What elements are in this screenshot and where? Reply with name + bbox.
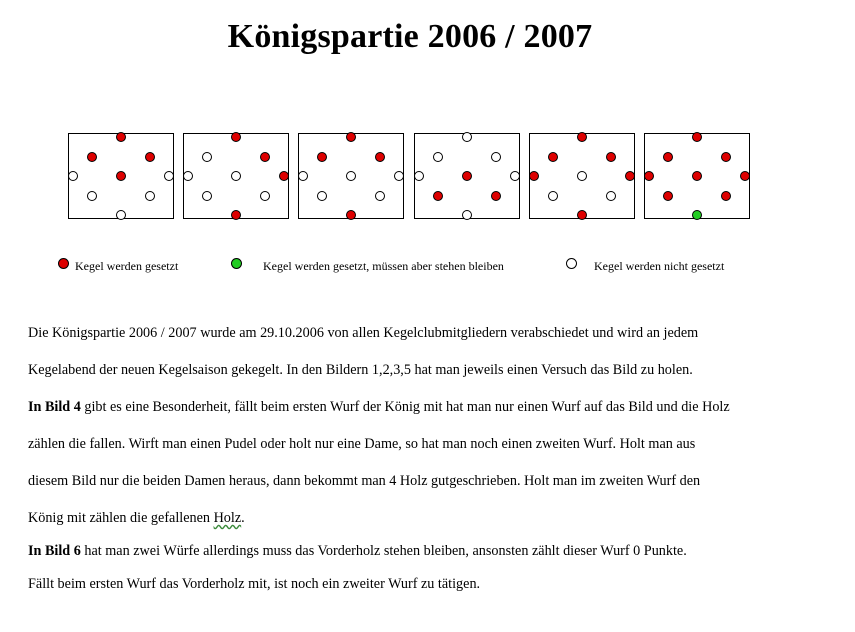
pin-center-icon: [346, 171, 356, 181]
pin-dame-left-icon: [433, 152, 443, 162]
pin-vorderholz-icon: [346, 210, 356, 220]
pin-koenig-top-icon: [346, 132, 356, 142]
pin-bauer-right-icon: [375, 191, 385, 201]
pin-holz-left-icon: [298, 171, 308, 181]
pin-dame-left-icon: [202, 152, 212, 162]
text-line: diesem Bild nur die beiden Damen heraus, dann bekommt man 4 Holz gutgeschrieben. Holt man im zweiten Wurf den: [28, 473, 701, 489]
pin-holz-left-icon: [414, 171, 424, 181]
pin-dame-left-icon: [548, 152, 558, 162]
pin-center-icon: [231, 171, 241, 181]
spellcheck-word: Holz: [213, 510, 242, 526]
text-segment: hat man zwei Würfe allerdings muss das Vorderholz stehen bleiben, ansonsten zählt dieser Wurf 0 Punkte.: [80, 543, 687, 559]
pin-dame-right-icon: [260, 152, 270, 162]
pin-koenig-top-icon: [231, 132, 241, 142]
pin-holz-right-icon: [164, 171, 174, 181]
pin-koenig-top-icon: [116, 132, 126, 142]
text-line: Die Königspartie 2006 / 2007 wurde am 29.10.2006 von allen Kegelclubmitgliedern verabschiedet und wird an jedem: [28, 325, 699, 341]
pin-bauer-left-icon: [663, 191, 673, 201]
pin-vorderholz-icon: [116, 210, 126, 220]
pin-bauer-right-icon: [491, 191, 501, 201]
pin-holz-right-icon: [740, 171, 750, 181]
pin-dame-left-icon: [663, 152, 673, 162]
white-pin-icon: [566, 258, 577, 269]
pin-vorderholz-icon: [692, 210, 702, 220]
pin-center-icon: [577, 171, 587, 181]
pin-bauer-right-icon: [606, 191, 616, 201]
pin-koenig-top-icon: [577, 132, 587, 142]
pin-vorderholz-icon: [577, 210, 587, 220]
text-line: Kegelabend der neuen Kegelsaison gekegelt. In den Bildern 1,2,3,5 hat man jeweils einen Versuch das Bild zu holen.: [28, 362, 693, 378]
pin-bauer-right-icon: [721, 191, 731, 201]
legend-label-set: Kegel werden gesetzt: [75, 259, 179, 273]
text-line: [28, 507, 828, 540]
pin-holz-left-icon: [644, 171, 654, 181]
pin-koenig-top-icon: [692, 132, 702, 142]
pin-holz-right-icon: [394, 171, 404, 181]
pin-bauer-right-icon: [260, 191, 270, 201]
page-title: Königspartie 2006 / 2007: [227, 18, 593, 55]
pin-bauer-left-icon: [202, 191, 212, 201]
pin-vorderholz-icon: [231, 210, 241, 220]
pin-holz-right-icon: [625, 171, 635, 181]
bold-heading: In Bild 6: [28, 543, 81, 559]
text-segment: gibt es eine Besonderheit, fällt beim ersten Wurf der König mit hat man nur einen Wurf auf das Bild und die Holz: [80, 399, 730, 415]
red-pin-icon: [58, 258, 69, 269]
legend-label-not-set: Kegel werden nicht gesetzt: [594, 259, 725, 273]
pin-bauer-left-icon: [548, 191, 558, 201]
bold-heading: In Bild 4: [28, 399, 81, 415]
pin-dame-right-icon: [721, 152, 731, 162]
pin-holz-left-icon: [529, 171, 539, 181]
pin-dame-right-icon: [145, 152, 155, 162]
pin-dame-left-icon: [87, 152, 97, 162]
pin-dame-left-icon: [317, 152, 327, 162]
rules-text: [28, 322, 828, 610]
text-segment: König mit zählen die gefallenen: [28, 510, 214, 526]
text-line: Fällt beim ersten Wurf das Vorderholz mit, ist noch ein zweiter Wurf zu tätigen.: [28, 576, 481, 592]
pin-vorderholz-icon: [462, 210, 472, 220]
pin-center-icon: [462, 171, 472, 181]
text-segment: .: [241, 510, 245, 526]
pin-koenig-top-icon: [462, 132, 472, 142]
pin-dame-right-icon: [606, 152, 616, 162]
text-line: [28, 396, 828, 433]
pin-holz-left-icon: [68, 171, 78, 181]
pin-center-icon: [692, 171, 702, 181]
pin-center-icon: [116, 171, 126, 181]
pin-bauer-left-icon: [317, 191, 327, 201]
green-pin-icon: [231, 258, 242, 269]
pin-bauer-right-icon: [145, 191, 155, 201]
legend-label-must-stay: Kegel werden gesetzt, müssen aber stehen bleiben: [263, 259, 504, 273]
text-line: [28, 540, 828, 573]
pin-dame-right-icon: [375, 152, 385, 162]
pin-holz-right-icon: [510, 171, 520, 181]
pin-holz-right-icon: [279, 171, 289, 181]
pin-bauer-left-icon: [433, 191, 443, 201]
pin-bauer-left-icon: [87, 191, 97, 201]
text-line: zählen die fallen. Wirft man einen Pudel oder holt nur eine Dame, so hat man noch einen zweiten Wurf. Holt man aus: [28, 436, 696, 452]
pin-holz-left-icon: [183, 171, 193, 181]
pin-dame-right-icon: [491, 152, 501, 162]
